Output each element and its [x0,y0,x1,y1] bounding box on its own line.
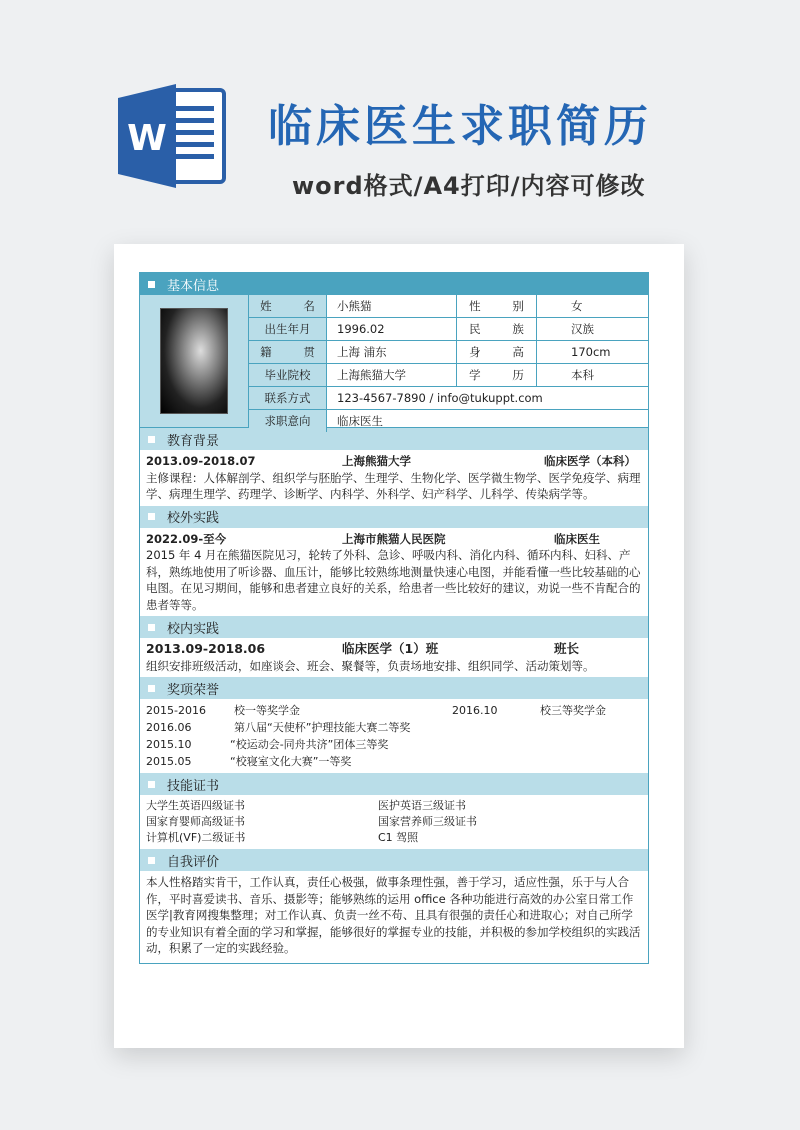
basic-info-table [140,295,648,428]
birth-label: 出生年月 [249,318,327,340]
info-row [249,364,648,387]
self-text: 本人性格踏实肯干，工作认真，责任心极强，做事条理性强，善于学习，适应性强，乐于与人合作，平时喜爱读书、音乐、摄影等；能够熟练的运用 office 各种功能进行高效的办公室日常工作医学|教育网搜集整理；对工作认真、负责一丝不苟、且具有很强的责任心和进取心；对自己所学的专业知识有着全面的学习和掌握，能够很好的掌握专业的技能，并积极的参加学校组织的实践活动，积累了一定的实践经验。 [146,875,641,955]
word-icon [118,80,230,192]
education-major: 临床医学（本科） [544,454,636,468]
section-title: 教育背景 [167,433,220,449]
honor-title: 校三等奖学金 [540,704,606,717]
section-basic-info [140,273,648,295]
profile-photo [160,308,228,414]
education-school: 上海熊猫大学 [342,454,411,468]
education-body [140,450,648,506]
external-body [140,528,648,617]
external-text: 2015 年 4 月在熊猫医院见习，轮转了外科、急诊、呼吸内科、消化内科、循环内科、妇科、产科，熟练地使用了听诊器、血压计，能够比较熟练地测量快速心电图，并能看懂一些比较基础的心电图。在见习期间，能够和患者建立良好的关系，给患者一些比较好的建议，劝说一些不肯配合的患者等等。 [146,548,641,612]
svg-text:W: W [127,118,167,159]
section-title: 技能证书 [167,778,220,794]
internal-body [140,638,648,677]
honor-title: 校一等奖学金 [234,704,300,717]
education-period: 2013.09-2018.07 [146,454,256,468]
page-subtitle: word格式/A4打印/内容可修改 [292,172,646,200]
height-value: 170cm [571,345,611,359]
cert-item: 国家育婴师高级证书 [146,815,245,828]
cert-item: C1 驾照 [378,831,419,844]
gender-label: 性 别 [469,299,538,313]
page-title: 临床医生求职简历 [268,101,652,152]
section-honors [140,677,648,699]
internal-role: 班长 [554,641,580,656]
info-row [249,387,648,410]
section-internal [140,616,648,638]
school-value: 上海熊猫大学 [327,364,457,386]
square-icon [148,857,155,864]
section-external [140,506,648,528]
contact-value: 123-4567-7890 / info@tukuppt.com [337,391,543,405]
list-item [146,736,642,753]
info-row [249,295,648,318]
section-title: 基本信息 [167,278,220,294]
gender-value: 女 [571,299,583,313]
certs-body [140,795,648,849]
external-org: 上海市熊猫人民医院 [342,531,446,546]
native-value: 上海 浦东 [327,341,457,363]
honor-title: “校运动会-同舟共济”团体三等奖 [230,738,389,751]
self-body [140,871,648,963]
section-title: 奖项荣誉 [167,682,220,698]
section-title: 校外实践 [167,511,220,526]
native-label: 籍 贯 [260,345,329,359]
contact-label: 联系方式 [249,387,327,409]
honor-date: 2016.10 [452,704,498,717]
name-value: 小熊猫 [327,295,457,317]
section-self [140,849,648,871]
info-row [249,410,648,432]
ethnicity-label: 民 族 [469,322,538,336]
external-role: 临床医生 [554,531,600,546]
degree-value: 本科 [571,368,594,382]
cert-item: 国家营养师三级证书 [378,815,477,828]
section-title: 自我评价 [167,854,220,870]
honor-date: 2015.05 [146,755,192,768]
honors-body [140,699,648,773]
honor-date: 2015-2016 [146,704,206,717]
section-title: 校内实践 [167,621,220,637]
square-icon [148,436,155,443]
birth-value: 1996.02 [327,318,457,340]
honor-date: 2015.10 [146,738,192,751]
ethnicity-value: 汉族 [571,322,594,336]
school-label: 毕业院校 [249,364,327,386]
internal-text: 组织安排班级活动，如座谈会、班会、聚餐等，负责场地安排、组织同学、活动策划等。 [146,658,595,673]
honor-title: 第八届“天使杯”护理技能大赛二等奖 [234,721,411,734]
list-item [146,719,642,736]
intent-value: 临床医生 [337,414,383,428]
intent-label: 求职意向 [249,410,327,432]
square-icon [148,781,155,788]
square-icon [148,513,155,520]
list-item [146,753,642,770]
info-row [249,318,648,341]
cert-item: 计算机(VF)二级证书 [146,831,246,844]
info-row [249,341,648,364]
square-icon [148,624,155,631]
cert-item: 医护英语三级证书 [378,799,466,812]
internal-period: 2013.09-2018.06 [146,641,266,656]
external-period: 2022.09-至今 [146,531,227,546]
cert-item: 大学生英语四级证书 [146,799,245,812]
square-icon [148,281,155,288]
internal-org: 临床医学（1）班 [342,641,439,656]
resume [139,272,649,964]
list-item [146,702,642,719]
height-label: 身 高 [469,345,538,359]
education-text: 主修课程：人体解剖学、组织学与胚胎学、生理学、生物化学、医学微生物学、医学免疫学、病理学、病理生理学、药理学、诊断学、内科学、外科学、妇产科学、儿科学、传染病学等。 [146,470,641,501]
degree-label: 学 历 [469,368,538,382]
name-label: 姓 名 [260,299,329,313]
section-certs [140,773,648,795]
honor-date: 2016.06 [146,721,192,734]
square-icon [148,685,155,692]
honor-title: “校寝室文化大赛”一等奖 [230,755,352,768]
